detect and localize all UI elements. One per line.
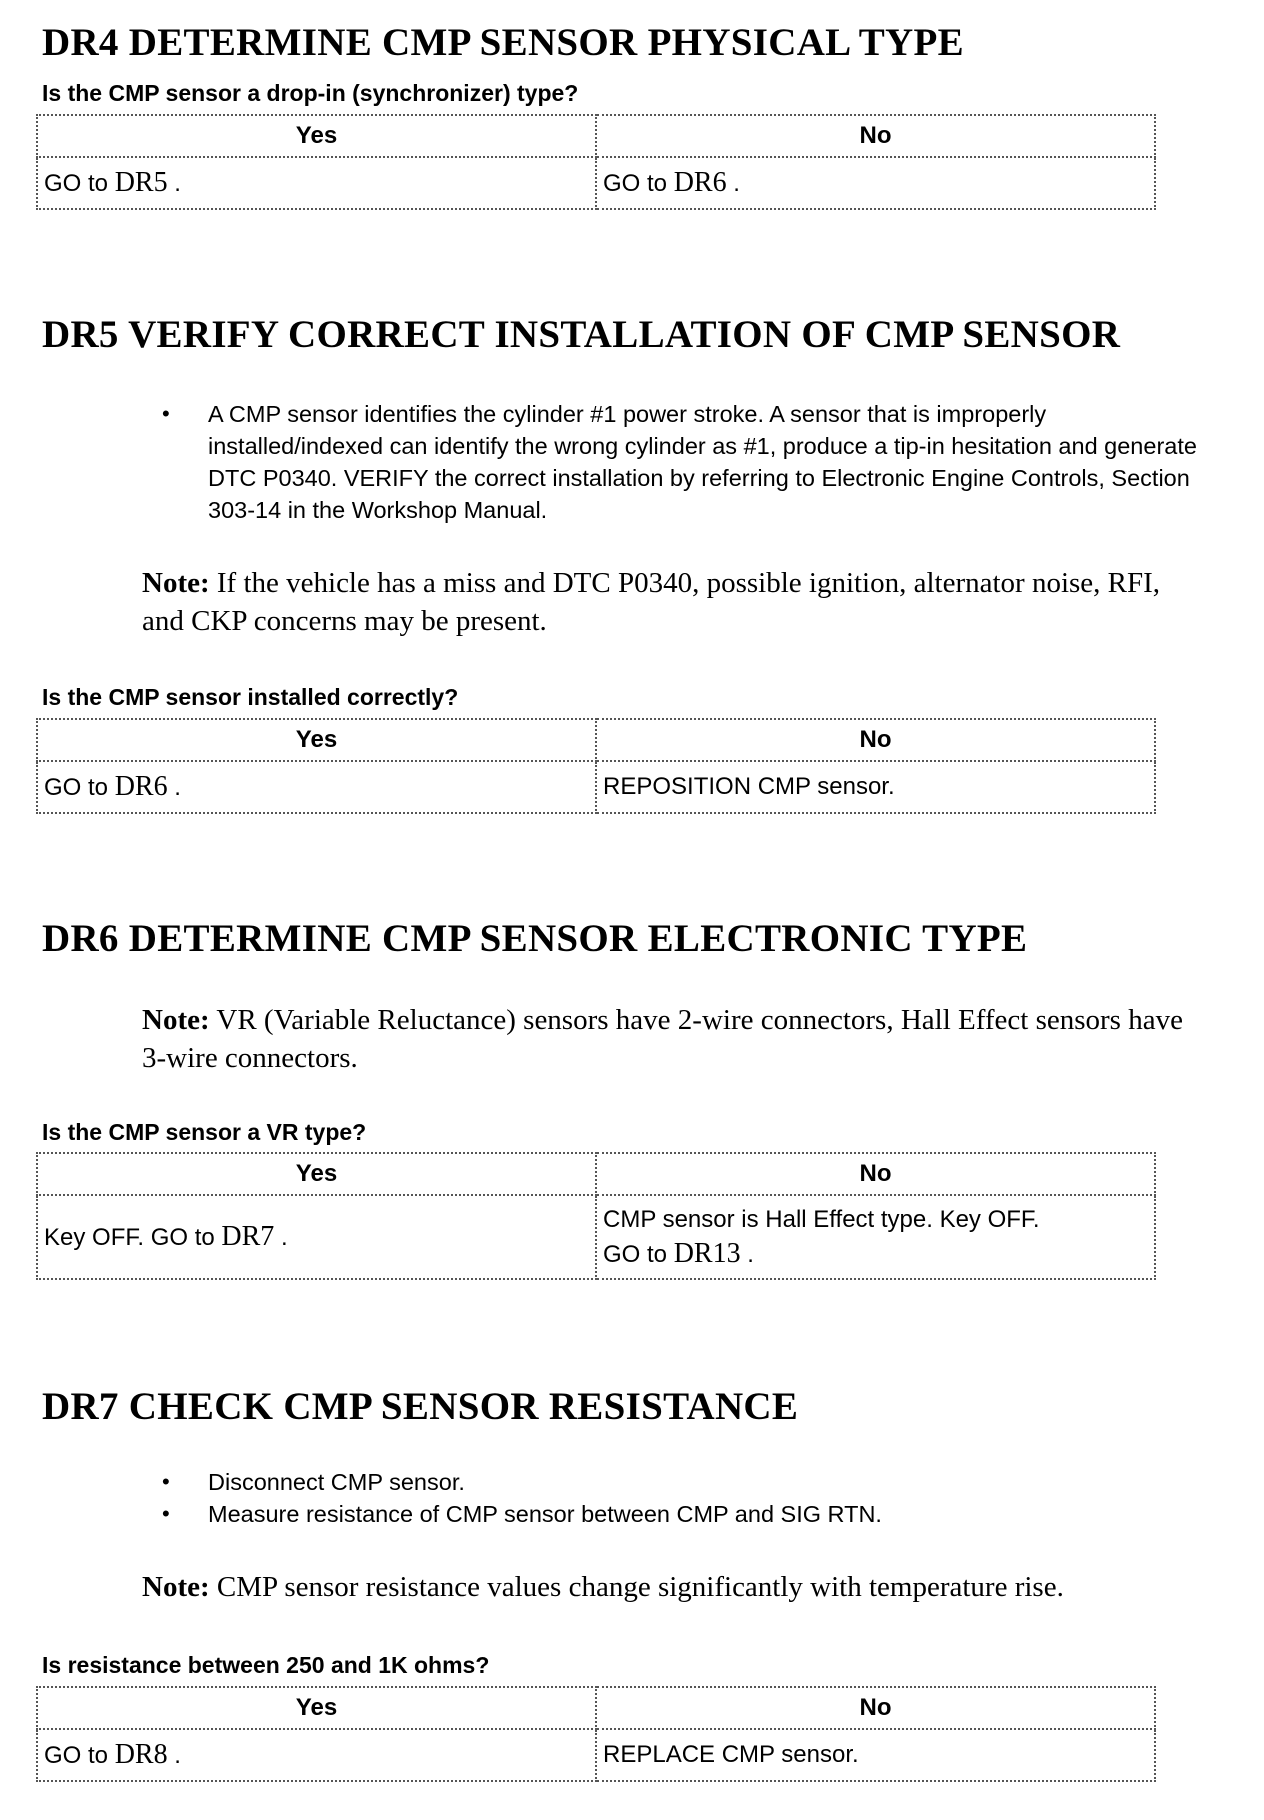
dr5-note	[142, 564, 1182, 640]
dr4-no-suffix: .	[726, 169, 740, 197]
dr4-no-header: No	[596, 115, 1155, 157]
dr7-no-cell: REPLACE CMP sensor.	[596, 1729, 1155, 1781]
dr7-no-header: No	[596, 1687, 1155, 1729]
dr6-yes-link[interactable]: DR7	[221, 1220, 275, 1252]
dr5-note-label: Note:	[142, 567, 210, 599]
dr7-title: DR7 CHECK CMP SENSOR RESISTANCE	[42, 1385, 799, 1428]
dr4-no-cell	[596, 157, 1155, 209]
dr6-note-label: Note:	[142, 1004, 210, 1036]
dr5-no-cell: REPOSITION CMP sensor.	[596, 761, 1155, 813]
dr5-yes-suffix: .	[167, 773, 181, 801]
dr4-question: Is the CMP sensor a drop-in (synchronizer) type?	[42, 80, 579, 106]
dr7-question: Is resistance between 250 and 1K ohms?	[42, 1652, 490, 1678]
dr5-bullet-item: • A CMP sensor identifies the cylinder #1 power stroke. A sensor that is improperly installed/indexed can identify the wrong cylinder as #1, produce a tip-in hesitation and generate DTC P0340. VERIFY the correct installation by referring to Electronic Engine Controls, Section 303-14 in the Workshop Manual.	[162, 398, 1222, 526]
dr5-title: DR5 VERIFY CORRECT INSTALLATION OF CMP SENSOR	[42, 313, 1121, 356]
dr5-bullet-list	[162, 398, 1222, 526]
dr4-yes-link[interactable]: DR5	[114, 166, 168, 198]
dr5-yes-text: GO to	[44, 773, 109, 801]
dr7-bullet-list	[162, 1466, 1162, 1530]
dr7-answer-table	[36, 1686, 1156, 1782]
dr7-yes-suffix: .	[167, 1741, 181, 1769]
dr5-yes-link[interactable]: DR6	[114, 770, 168, 802]
dr6-title: DR6 DETERMINE CMP SENSOR ELECTRONIC TYPE	[42, 917, 1028, 960]
dr4-yes-suffix: .	[167, 169, 181, 197]
dr5-answer-table	[36, 718, 1156, 814]
dr6-answer-table	[36, 1152, 1156, 1280]
dr6-no-header: No	[596, 1153, 1155, 1195]
dr4-title: DR4 DETERMINE CMP SENSOR PHYSICAL TYPE	[42, 21, 964, 64]
dr4-yes-text: GO to	[44, 169, 109, 197]
dr6-yes-suffix: .	[274, 1223, 288, 1251]
dr5-note-text: If the vehicle has a miss and DTC P0340, possible ignition, alternator noise, RFI, and CKP concerns may be present.	[142, 567, 1161, 637]
dr6-yes-cell	[37, 1195, 596, 1279]
dr6-no-suffix: .	[740, 1240, 754, 1268]
dr7-note	[142, 1568, 1242, 1606]
dr6-no-text2: GO to	[603, 1240, 668, 1268]
dr7-bullet-item: • Disconnect CMP sensor.	[162, 1466, 1162, 1498]
dr6-yes-text: Key OFF. GO to	[44, 1223, 215, 1251]
dr7-yes-cell	[37, 1729, 596, 1781]
dr6-question: Is the CMP sensor a VR type?	[42, 1119, 367, 1145]
dr7-bullet-item: • Measure resistance of CMP sensor between CMP and SIG RTN.	[162, 1498, 1162, 1530]
dr6-note	[142, 1001, 1202, 1077]
dr6-no-cell	[596, 1195, 1155, 1279]
dr7-yes-link[interactable]: DR8	[114, 1738, 168, 1770]
dr6-no-text: CMP sensor is Hall Effect type. Key OFF.	[603, 1205, 1040, 1233]
dr7-yes-header: Yes	[37, 1687, 596, 1729]
dr6-no-link[interactable]: DR13	[673, 1237, 741, 1269]
dr4-no-text: GO to	[603, 169, 668, 197]
dr5-yes-header: Yes	[37, 719, 596, 761]
dr6-note-text: VR (Variable Reluctance) sensors have 2-wire connectors, Hall Effect sensors have 3-wire connectors.	[142, 1004, 1183, 1074]
dr7-note-text: CMP sensor resistance values change significantly with temperature rise.	[216, 1571, 1064, 1603]
dr5-no-header: No	[596, 719, 1155, 761]
dr5-question: Is the CMP sensor installed correctly?	[42, 684, 459, 710]
dr4-answer-table	[36, 114, 1156, 210]
dr4-no-link[interactable]: DR6	[673, 166, 727, 198]
dr6-yes-header: Yes	[37, 1153, 596, 1195]
dr7-note-label: Note:	[142, 1571, 210, 1603]
dr5-yes-cell	[37, 761, 596, 813]
dr7-yes-text: GO to	[44, 1741, 109, 1769]
dr4-yes-cell	[37, 157, 596, 209]
dr4-yes-header: Yes	[37, 115, 596, 157]
